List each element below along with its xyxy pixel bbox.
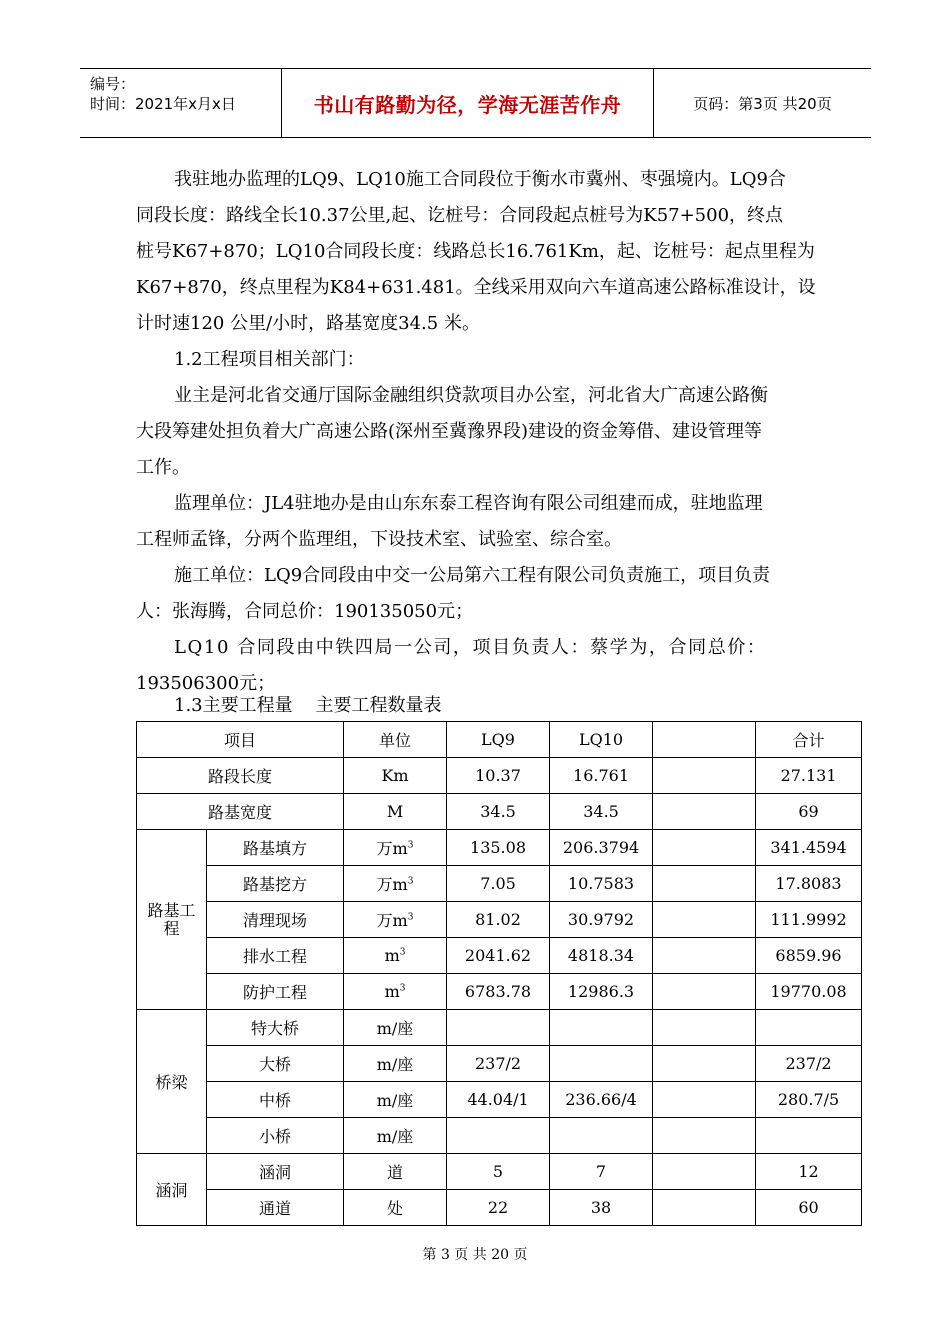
table-cell: 7: [550, 1154, 653, 1190]
group-cell-culvert: 涵洞: [137, 1154, 207, 1226]
table-cell: [653, 830, 756, 866]
unit-text: 万m: [376, 875, 408, 894]
table-cell: 34.5: [447, 794, 550, 830]
table-cell: 60: [756, 1190, 862, 1226]
unit-cell: [344, 830, 447, 866]
table-cell: 19770.08: [756, 974, 862, 1010]
table-cell: 特大桥: [207, 1010, 344, 1046]
time-label: 时间：2021年x月x日: [90, 95, 236, 113]
table-cell: 81.02: [447, 902, 550, 938]
text-line: 桩号K67+870；LQ10合同段长度：线路总长16.761Km，起、讫桩号：起点里程为: [136, 241, 815, 262]
header-page-info: 页码：第3页 共20页: [693, 94, 832, 113]
table-cell: 44.04/1: [447, 1082, 550, 1118]
page-header: [80, 68, 871, 138]
table-cell: [447, 1010, 550, 1046]
table-row: [137, 830, 862, 866]
table-cell: 7.05: [447, 866, 550, 902]
table-row: [137, 1010, 862, 1046]
table-cell: 6783.78: [447, 974, 550, 1010]
text-line: 193506300元；: [136, 673, 276, 694]
table-cell: [653, 1046, 756, 1082]
table-cell: 涵洞: [207, 1154, 344, 1190]
paragraph-contractor: [136, 558, 817, 630]
table-cell: [653, 1154, 756, 1190]
table-row: [137, 1046, 862, 1082]
group-cell-bridge: 桥梁: [137, 1010, 207, 1154]
header-cell: 项目: [137, 722, 344, 758]
table-cell: 341.4594: [756, 830, 862, 866]
table-cell: 206.3794: [550, 830, 653, 866]
table-cell: 清理现场: [207, 902, 344, 938]
table-cell: [653, 1082, 756, 1118]
table-cell: [653, 974, 756, 1010]
table-row: [137, 758, 862, 794]
header-meta: [80, 69, 282, 137]
header-cell: LQ9: [447, 722, 550, 758]
unit-superscript: 3: [407, 840, 414, 851]
table-cell: 处: [344, 1190, 447, 1226]
table-cell: [653, 866, 756, 902]
unit-text: m: [384, 982, 400, 1001]
group-cell-roadbed: 路基工程: [137, 830, 207, 1010]
header-cell: 单位: [344, 722, 447, 758]
table-cell: 27.131: [756, 758, 862, 794]
text-line: 工程师孟锋，分两个监理组，下设技术室、试验室、综合室。: [136, 529, 622, 550]
paragraph-supervisor: [136, 486, 817, 558]
table-cell: 34.5: [550, 794, 653, 830]
heading-text: 1.2工程项目相关部门：: [174, 349, 365, 370]
section-heading-1-3: [136, 688, 817, 724]
unit-cell: [344, 866, 447, 902]
table-cell: 16.761: [550, 758, 653, 794]
heading-text: 1.3主要工程量 主要工程数量表: [174, 695, 442, 716]
table-row: [137, 902, 862, 938]
unit-superscript: 3: [399, 983, 406, 994]
table-cell: 大桥: [207, 1046, 344, 1082]
table-header-row: [137, 722, 862, 758]
table-cell: [653, 1010, 756, 1046]
table-cell: m/座: [344, 1118, 447, 1154]
header-cell: [653, 722, 756, 758]
header-motto: 书山有路勤为径，学海无涯苦作舟: [282, 69, 654, 137]
header-cell: 合计: [756, 722, 862, 758]
unit-text: 万m: [376, 839, 408, 858]
table-cell: 12986.3: [550, 974, 653, 1010]
paragraph-owner: [136, 378, 817, 486]
table-cell: 防护工程: [207, 974, 344, 1010]
unit-superscript: 3: [407, 912, 414, 923]
table-row: [137, 938, 862, 974]
table-cell: 路基填方: [207, 830, 344, 866]
unit-text: m: [384, 946, 400, 965]
table-cell: [653, 902, 756, 938]
table-cell: 中桥: [207, 1082, 344, 1118]
table-cell: 小桥: [207, 1118, 344, 1154]
table-cell: M: [344, 794, 447, 830]
section-heading-1-2: [136, 342, 817, 378]
unit-cell: [344, 974, 447, 1010]
table-cell: m/座: [344, 1046, 447, 1082]
unit-text: 万m: [376, 911, 408, 930]
table-cell: m/座: [344, 1010, 447, 1046]
text-line: LQ10 合同段由中铁四局一公司，项目负责人：蔡学为，合同总价：: [174, 637, 767, 658]
table-cell: 6859.96: [756, 938, 862, 974]
number-label: 编号：: [90, 75, 136, 93]
table-cell: 路基宽度: [137, 794, 344, 830]
table-cell: 280.7/5: [756, 1082, 862, 1118]
text-line: 施工单位：LQ9合同段由中交一公局第六工程有限公司负责施工，项目负责: [174, 565, 771, 586]
table-row: [137, 974, 862, 1010]
table-cell: [653, 1118, 756, 1154]
table-cell: 10.7583: [550, 866, 653, 902]
table-cell: 5: [447, 1154, 550, 1190]
text-line: 监理单位：JL4驻地办是由山东东泰工程咨询有限公司组建而成，驻地监理: [174, 493, 763, 514]
text-line: 工作。: [136, 457, 190, 478]
table-row: [137, 1118, 862, 1154]
table-cell: Km: [344, 758, 447, 794]
table-cell: m/座: [344, 1082, 447, 1118]
table-cell: 2041.62: [447, 938, 550, 974]
table-cell: 排水工程: [207, 938, 344, 974]
table-cell: 道: [344, 1154, 447, 1190]
table-row: [137, 794, 862, 830]
table-row: [137, 1154, 862, 1190]
text-line: K67+870，终点里程为K84+631.481。全线采用双向六车道高速公路标准设计，设: [136, 277, 816, 298]
text-line: 人：张海腾，合同总价：190135050元；: [136, 601, 474, 622]
table-cell: 69: [756, 794, 862, 830]
table-cell: [653, 758, 756, 794]
table-cell: 111.9992: [756, 902, 862, 938]
table-cell: [756, 1118, 862, 1154]
unit-superscript: 3: [407, 876, 414, 887]
table-row: [137, 1082, 862, 1118]
table-cell: 路段长度: [137, 758, 344, 794]
table-cell: 38: [550, 1190, 653, 1226]
unit-cell: [344, 902, 447, 938]
text-line: 大段筹建处担负着大广高速公路(深州至冀豫界段)建设的资金筹借、建设管理等: [136, 421, 763, 442]
table-row: [137, 1190, 862, 1226]
text-line: 我驻地办监理的LQ9、LQ10施工合同段位于衡水市冀州、枣强境内。LQ9合: [174, 169, 786, 190]
table-cell: 237/2: [756, 1046, 862, 1082]
text-line: 计时速120 公里/小时，路基宽度34.5 米。: [136, 313, 480, 334]
text-line: 业主是河北省交通厅国际金融组织贷款项目办公室，河北省大广高速公路衡: [174, 385, 768, 406]
table-cell: 10.37: [447, 758, 550, 794]
table-cell: 路基挖方: [207, 866, 344, 902]
table-cell: 22: [447, 1190, 550, 1226]
table-row: [137, 866, 862, 902]
table-cell: [550, 1046, 653, 1082]
unit-cell: [344, 938, 447, 974]
table-cell: [653, 794, 756, 830]
table-cell: 236.66/4: [550, 1082, 653, 1118]
table-cell: 30.9792: [550, 902, 653, 938]
table-cell: [653, 1190, 756, 1226]
table-cell: 237/2: [447, 1046, 550, 1082]
table-cell: 4818.34: [550, 938, 653, 974]
paragraph-overview: [136, 162, 817, 342]
table-cell: 12: [756, 1154, 862, 1190]
quantities-table: [136, 721, 862, 1226]
table-cell: [653, 938, 756, 974]
table-cell: [550, 1010, 653, 1046]
table-cell: 通道: [207, 1190, 344, 1226]
header-cell: LQ10: [550, 722, 653, 758]
table-cell: [447, 1118, 550, 1154]
unit-superscript: 3: [399, 947, 406, 958]
table-cell: [756, 1010, 862, 1046]
table-cell: [550, 1118, 653, 1154]
table-cell: 135.08: [447, 830, 550, 866]
text-line: 同段长度：路线全长10.37公里,起、讫桩号：合同段起点桩号为K57+500，终点: [136, 205, 784, 226]
page-footer: 第 3 页 共 20 页: [422, 1247, 528, 1263]
table-cell: 17.8083: [756, 866, 862, 902]
